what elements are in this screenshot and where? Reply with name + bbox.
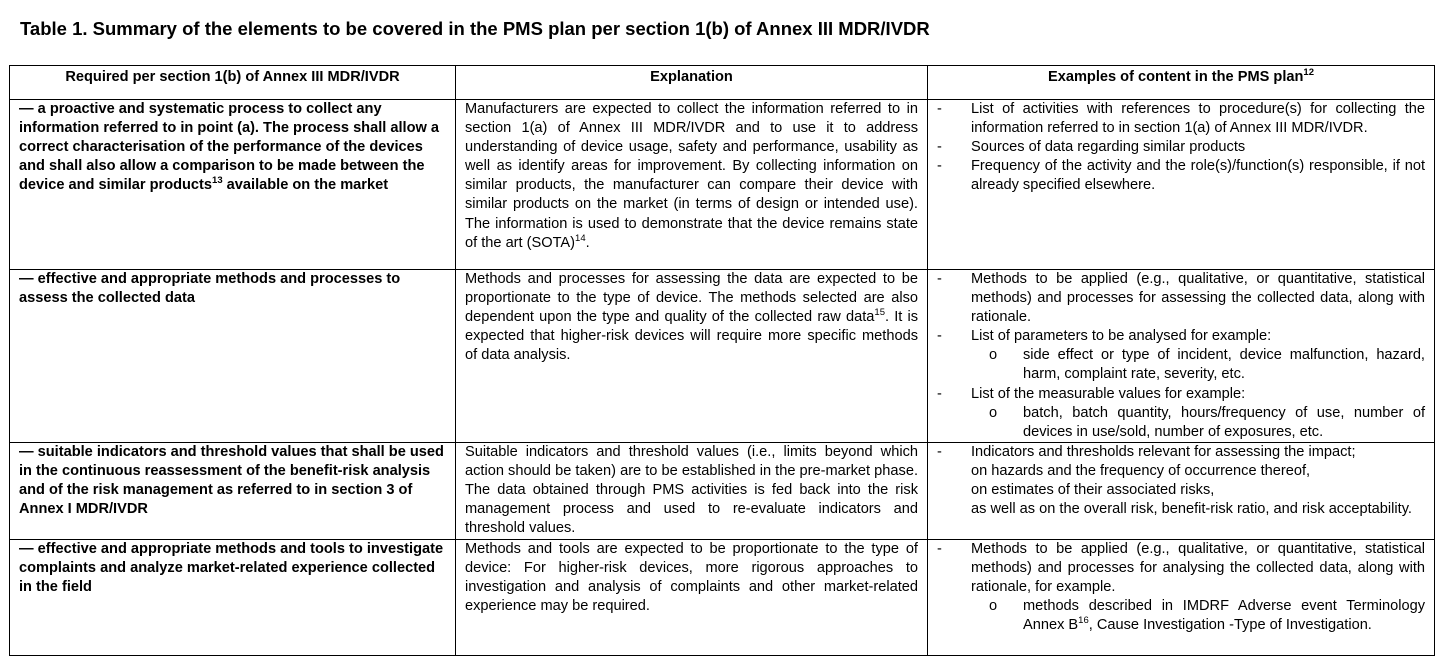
footnote-marker: 16 — [1078, 615, 1089, 627]
list-item — [937, 100, 1425, 138]
footnote-marker: 14 — [575, 232, 586, 244]
footnote-marker: 12 — [1303, 67, 1314, 78]
required-text: — effective and appropriate methods and processes to assess the collected data — [19, 271, 401, 307]
example-text-continuation: as well as on the overall risk, benefit-risk ratio, and risk acceptability. — [971, 501, 1412, 518]
header-examples — [928, 66, 1435, 100]
list-item — [937, 540, 1425, 597]
dash-marker: - — [937, 271, 942, 287]
table-title: Table 1. Summary of the elements to be covered in the PMS plan per section 1(b) of Annex III MDR/IVDR — [20, 18, 930, 39]
table-row — [10, 100, 1435, 270]
header-examples-label: Examples of content in the PMS plan — [1047, 69, 1304, 85]
example-text: List of parameters to be analysed for example: — [971, 328, 1272, 345]
example-text: Sources of data regarding similar products — [971, 139, 1246, 156]
required-cell — [10, 100, 456, 270]
examples-cell — [928, 442, 1435, 539]
dash-marker: - — [937, 328, 942, 345]
example-text: Methods to be applied (e.g., qualitative, or quantitative, statistical methods) and processes for analysing the collected data, along with rationale, for example. — [971, 540, 1425, 596]
header-explanation-label: Explanation — [650, 69, 733, 85]
example-text: List of activities with references to procedure(s) for collecting the information referred to in section 1(a) of Annex III MDR/IVDR. — [971, 101, 1425, 137]
required-cell — [10, 442, 456, 539]
list-item — [937, 385, 1425, 404]
sub-example-text-tail: , Cause Investigation -Type of Investigation. — [1088, 617, 1372, 634]
required-text: — effective and appropriate methods and tools to investigate complaints and analyze market-related experience collected in the field — [19, 540, 444, 596]
explanation-text: Methods and processes for assessing the data are expected to be proportionate to the type of device. The methods selected are also dependent upon the type and quality of the collected raw data — [465, 271, 918, 326]
required-cell — [10, 539, 456, 655]
examples-cell — [928, 270, 1435, 443]
header-explanation — [456, 66, 928, 100]
table-header-row — [10, 66, 1435, 100]
example-text-continuation: on estimates of their associated risks, — [971, 482, 1215, 499]
footnote-marker: 13 — [212, 175, 223, 187]
list-item — [937, 270, 1425, 327]
explanation-cell — [456, 270, 928, 443]
list-item — [937, 157, 1425, 195]
required-text: — a proactive and systematic process to collect any information referred to in point (a). The process shall allow a correct characterisation of the performance of the devices and shall also allow a comparison to be made between the device and similar products — [19, 101, 440, 194]
dash-marker: - — [937, 385, 942, 402]
explanation-text: Methods and tools are expected to be proportionate to the type of device: For higher-risk devices, more rigorous approaches to investigation and analysis of complaints and other market-related experience may be required. — [465, 540, 918, 615]
circle-bullet-icon: o — [989, 404, 998, 421]
circle-bullet-icon: o — [989, 347, 998, 364]
dash-marker: - — [937, 540, 942, 557]
header-required — [10, 66, 456, 100]
explanation-text-tail: . It is expected that higher-risk devices will require more specific methods of data analysis. — [465, 309, 918, 364]
explanation-cell — [456, 442, 928, 539]
table-row — [10, 539, 1435, 655]
dash-marker: - — [937, 139, 942, 156]
footnote-marker: 15 — [874, 307, 885, 319]
sub-example-text: side effect or type of incident, device malfunction, hazard, harm, complaint rate, severity, etc. — [1023, 347, 1425, 383]
examples-cell — [928, 100, 1435, 270]
explanation-text: Manufacturers are expected to collect the information referred to in section 1(a) of Annex III MDR/IVDR and to use it to address understanding of device usage, safety and performance, usability as well as identify areas for improvement. By collecting information on similar products, the manufacturer can compare their device with similar products on the market (in terms of design or intended use). The information is used to demonstrate that the device remains state of the art (SOTA) — [465, 101, 918, 251]
pms-elements-table — [9, 65, 1435, 656]
example-text-continuation: on hazards and the frequency of occurrence thereof, — [971, 462, 1311, 479]
example-text: Frequency of the activity and the role(s)/function(s) responsible, if not already specified elsewhere. — [971, 158, 1425, 194]
table-row — [10, 270, 1435, 443]
sub-example-text: batch, batch quantity, hours/frequency of use, number of devices in use/sold, number of exposures, etc. — [1023, 404, 1425, 440]
explanation-text: Suitable indicators and threshold values (i.e., limits beyond which action should be taken) are to be established in the pre-market phase. The data obtained through PMS activities is fed back into the risk management process and used to re-evaluate indicators and threshold values. — [465, 443, 918, 537]
required-text-tail: available on the market — [222, 177, 389, 194]
sub-example-text-start: methods described in IMDRF Adverse event Terminology Annex B — [1023, 598, 1425, 634]
examples-cell — [928, 539, 1435, 655]
header-required-label: Required per section 1(b) of Annex III MDR/IVDR — [65, 69, 400, 85]
dash-marker: - — [937, 443, 942, 460]
example-text: List of the measurable values for example: — [971, 385, 1246, 402]
explanation-cell — [456, 539, 928, 655]
sub-list-item — [937, 404, 1425, 442]
dash-marker: - — [937, 158, 942, 175]
example-text: Indicators and thresholds relevant for assessing the impact; — [971, 443, 1356, 460]
dash-marker: - — [937, 101, 942, 117]
sub-list-item — [937, 597, 1425, 635]
sub-list-item — [937, 346, 1425, 384]
circle-bullet-icon: o — [989, 598, 998, 615]
example-text: Methods to be applied (e.g., qualitative, or quantitative, statistical methods) and processes for assessing the collected data, along with rationale. — [971, 271, 1425, 326]
sub-example-text — [1023, 597, 1425, 635]
required-text: — suitable indicators and threshold values that shall be used in the continuous reassessment of the benefit-risk analysis and of the risk management as referred to in section 3 of Annex I MDR/IVDR — [19, 443, 444, 518]
required-cell — [10, 270, 456, 443]
list-item — [937, 443, 1425, 462]
list-item — [937, 327, 1425, 346]
list-item — [937, 138, 1425, 157]
explanation-cell — [456, 100, 928, 270]
explanation-text-tail: . — [585, 234, 590, 251]
table-row — [10, 442, 1435, 539]
